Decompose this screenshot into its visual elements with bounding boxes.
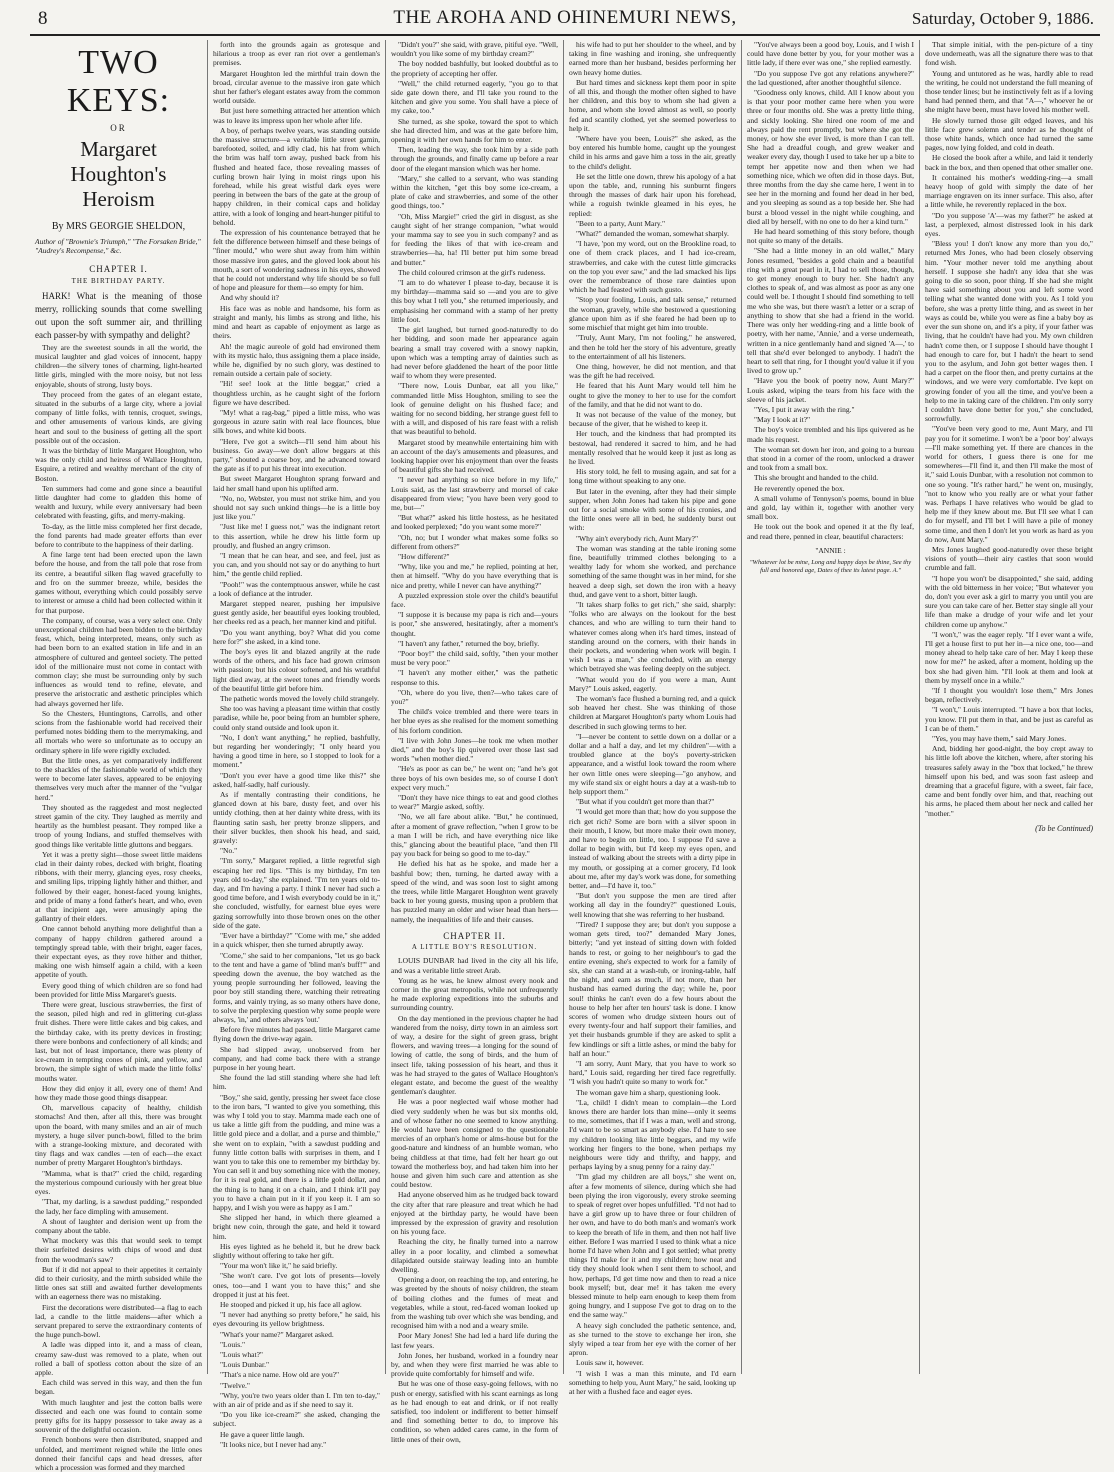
paragraph: The woman was standing at the table ironing some fine, beautifully trimmed clothes belonging to a wealthy lady for whom she worked, and perchance something of the same thought was in her mind, for she heaved a deep sigh, set down the iron with a heavy thud, and gave vent to a short, bitter laugh. bbox=[569, 543, 736, 599]
paragraph: Poor Mary Jones! She had led a hard life during the last few years. bbox=[391, 1331, 558, 1350]
paragraph: The child coloured crimson at the girl's rudeness. bbox=[398, 267, 546, 277]
paragraph: "I am to do whatever I please to-day, because it is my birthday—mamma said so —and you are to give this boy what I tell you," she returned imperiously, and emphasising her command with a stamp of her pretty little foot. bbox=[391, 278, 558, 324]
paragraph: "You've been very good to me, Aunt Mary, and I'll pay you for it sometime. I won't be a 'poor boy' always—I'll make something yet. If there are chances in the world for others, I guess there is one for me somewheres—I'll find it, and then I'll make the most of it," said Louis Dunbar, with a resolution not common to one so young. "It's rather hard," he went on, musingly, "not to know who you really are or what your father was. Perhaps I have relatives who would be glad to help me if they knew about me. But I'll see what I can do for myself, and I'll bet I will have a pile of money some time, and then I don't let you work as hard as you do now, Aunt Mary." bbox=[925, 424, 1093, 544]
paragraph: He set the little one down, threw his apology of a hat upon the table, and, running his sunburnt fingers through the masses of dark hair upon his forehead, while a roguish twinkle gleamed in his eyes, he replied: bbox=[569, 171, 736, 218]
paragraph: "No, I don't want anything," he replied, bashfully, but regarding her wonderingly; "I only heard you having a good time in here, so I stopped to look for a moment." bbox=[213, 732, 380, 770]
paragraph: "I won't," was the eager reply. "If I ever want a wife, I'll get a house first to put her in—a nice one, too—and money ahead to help take care of her. May I keep these now for me?" he asked, after a moment, holding up the box she had given him. "I'll look at them and look at them by myself once in a while." bbox=[925, 629, 1093, 685]
paragraph: First the decorations were distributed—a flag to each lad, a candle to the little maidens—after which a servant prepared to serve the extraordinary contents of the huge punch-bowl. bbox=[35, 1302, 202, 1340]
masthead bbox=[30, 6, 1100, 36]
column-3 bbox=[386, 40, 564, 1444]
paragraph: "Mamma, what is that?" cried the child, regarding the mysterious compound curiously with her great blue eyes. bbox=[35, 1168, 202, 1197]
paragraph: "Don't they have nice things to eat and good clothes to wear?" Margie asked, softly. bbox=[391, 793, 558, 812]
paragraph: The girl laughed, but turned good-naturedly to do her bidding, and soon made her appearance again bearing a small tray covered with a snowy napkin, upon which was a tempting array of dainties such as had never before gladdened the heart of the poor little waif to whom they were presented. bbox=[391, 325, 558, 381]
paragraph: The expression of his countenance betrayed that he felt the difference between himself and these beings of "finer mould," who were shut away from him within those massive iron gates, and the gloved look about his mouth, a sort of wondering sadness in his eyes, showed that he could not understand why life should be so full of hope and pleasure for them—so empty for him. bbox=[213, 228, 380, 293]
paragraph: "Why ain't everybody rich, Aunt Mary?" bbox=[576, 533, 699, 543]
paragraph: "I haven't any mother either," was the pathetic response to this. bbox=[391, 668, 558, 687]
paragraph: A heavy sigh concluded the pathetic sentence, and, as she turned to the stove to exchange her iron, she slyly wiped a tear from her eye with the corner of her apron. bbox=[569, 1320, 736, 1358]
paragraph: A puzzled expression stole over the child's beautiful face. bbox=[391, 590, 558, 609]
paragraph: "Pooh!" was the contemptuous answer, while he cast a look of defiance at the intruder. bbox=[213, 579, 380, 598]
paragraph: A fine large tent had been erected upon the lawn before the house, and from the tall pole that rose from its centre, a beautiful silken flag waved gracefully to and fro on the summer breeze, while, besides the games without, everything which could possibly serve to interest or amuse a child had been collected within it for that purpose. bbox=[35, 550, 202, 615]
paragraph: The boy's eyes lit and blazed angrily at the rude words of the others, and his face had grown crimson with passion; but his colour softened, and his wrathful light died away, at the sweet tones and friendly words of the beautiful little girl before him. bbox=[213, 647, 380, 693]
paragraph: his wife had to put her shoulder to the wheel, and by taking in fine washing and ironing, she unfrequently earned more than her husband, besides performing her own heavy home duties. bbox=[569, 40, 736, 77]
paragraph: The woman's face flushed a burning red, and a quick sob heaved her chest. She was thinking of those children at Margaret Houghton's party whom Louis had described in such glowing terms to her. bbox=[569, 694, 736, 731]
paragraph: "Come," she said to her companions, "let us go back to the tent and have a game of 'blind man's buff!'" and speeding down the avenue, the boy watched as the young people surrounding her followed, leaving the poor boy still standing there, watching their retreating forms, and vainly trying, as so many others have done, to solve the perplexing question why some people were always, 'in,' and others always 'out.' bbox=[213, 950, 380, 1024]
paragraph: "Been to a party, Aunt Mary." bbox=[576, 218, 666, 228]
paragraph: He was a poor neglected waif whose mother had died very suddenly when he was but six months old, and of whose father no one seemed to know anything. He would have been consigned to the questionable mercies of an orphan's home or alms-house but for the good-nature and kindness of an humble woman, who being childless at that time, had felt her heart go out toward the motherless boy, and had taken him into her house and given him such care and attention as she could bestow. bbox=[391, 1097, 558, 1190]
paragraph: One thing, however, he did not mention, and that was the gift he had received. bbox=[569, 361, 736, 381]
paragraph: "If I thought you wouldn't lose them," Mrs Jones began, reflectively. bbox=[925, 686, 1093, 705]
paragraph: "What would you do if you were a man, Aunt Mary?" Louis asked, eagerly. bbox=[569, 674, 736, 693]
paragraph: "It takes sharp folks to get rich," she said, sharply: "folks who are always on the lookout for the best chances, and who are willing to turn their hand to whatever comes along when it's hard times, instead of standing around on the corners, with their hands in their pockets, and wondering when work will begin. I wish I was a man," she concluded, with an energy which betrayed she was feeling deeply on the subject. bbox=[569, 599, 736, 674]
paragraph: And why should it? bbox=[220, 293, 279, 303]
paragraph: Every good thing of which children are so fond had been provided for little Miss Margaret's guests. bbox=[35, 980, 202, 999]
chapter-2-subtitle: A LITTLE BOY'S RESOLUTION. bbox=[411, 943, 538, 952]
paragraph: "Goodness only knows, child. All I know about you is that your poor mother came here when you were three or four months old. She was a pretty little thing, and sickly looking. She hired one room of me and always paid the rent promptly, but where she got the money, or how she ever lived, is more than I can tell. She had a dreadful cough, and grew weaker and weaker every day, though I used to take her up a bite to tempt her appetite now and then when we had something nice, which we often did in those days. But, three months from the day she came here, I went in to see her in the morning and found her dead in her bed, and you sleeping as sound as a top beside her. She had burst a blood vessel in the night while coughing, and died all by herself, with no one to do her a kind turn." bbox=[747, 88, 914, 226]
article-columns bbox=[30, 40, 1102, 1472]
paragraph: Her touch, and the kindness that had prompted its bestowal, had rendered it sacred to him, and he had mentally resolved that he would keep it just as long as he lived. bbox=[569, 429, 736, 466]
paragraph: "Oh, where do you live, then?—who takes care of you?" bbox=[391, 687, 558, 707]
paragraph: His eyes lighted as he beheld it, but he drew back slightly without offering to take her gift. bbox=[213, 1241, 380, 1260]
paragraph: She had slipped away, unobserved from her company, and had come back there with a strange purpose in her young heart. bbox=[213, 1044, 380, 1072]
paragraph: But sweet Margaret Houghton sprang forward and laid her small hand upon his uplifted arm. bbox=[213, 474, 380, 493]
paragraph: Margaret stepped nearer, pushing her impulsive guest gently aside, her beautiful eyes looking troubled, her cheeks red as a peach, her manner kind and pitiful. bbox=[213, 598, 380, 627]
paragraph: "I won't," Louis interrupted. "I have a box that locks, you know. I'll put them in that, and be just as careful as I can be of them." bbox=[925, 705, 1093, 733]
paragraph: That simple initial, with the pen-picture of a tiny dove underneath, was all the signature there was to that fond wish. bbox=[925, 40, 1093, 68]
column-2 bbox=[208, 40, 386, 1449]
paragraph: "Truly, Aunt Mary, I'm not fooling," he answered, and then he told her the story of his adventure, greatly to the entertainment of all his listeners. bbox=[569, 333, 736, 361]
paragraph: forth into the grounds again as grotesque and hilarious a troop as ever ran riot over a gentleman's premises. bbox=[213, 40, 380, 68]
paragraph: "Why, like you and me," he replied, pointing at her, then at himself. "Why do you have everything that is nice and pretty, while I never can have anything?" bbox=[391, 562, 558, 590]
author-note: Author of "Brownie's Triumph," "The Forsaken Bride," "Audrey's Recompense," &c. bbox=[35, 237, 201, 256]
paragraph: Yet it was a pretty sight—those sweet little maidens clad in their dainty robes, decked with bright, floating ribbons, with their merry, glancing eyes, rosy cheeks, and smiling lips, tripping lightly hither and thither, and followed by their eager, honest-faced young knights, and pride of many a fond father's heart, and who, even at that incipient age, were amusingly aping the gallantry of their elders. bbox=[35, 849, 202, 924]
paragraph: His story told, he fell to musing again, and sat for a long time without speaking to any one. bbox=[569, 467, 736, 486]
paragraph: "That's a nice name. How old are you?" bbox=[220, 1370, 340, 1380]
paragraph: What mockery was this that would seek to tempt their surfeited desires with chips of wood and dust from the woodman's saw? bbox=[35, 1236, 202, 1264]
paragraph: But just here something attracted her attention which was to leave its impress upon her whole after life. bbox=[213, 106, 380, 125]
paragraph: Young as he was, he knew almost every nook and corner in the great metropolis, while not unfrequently he made exploring expeditions into the suburbs and surrounding country. bbox=[391, 975, 558, 1013]
paragraph: "I never had anything so pretty before," he said, his eyes devouring its yellow brightness. bbox=[213, 1310, 380, 1329]
paragraph: His face was as noble and handsome, his form as straight and manly, his limbs as strong and lithe, his mind and heart as capable of enjoyment as large as theirs. bbox=[213, 303, 380, 341]
paragraph: A shout of laughter and derision went up from the company about the table. bbox=[35, 1216, 202, 1235]
paragraph: "Well," the child returned eagerly, "you go to that side gate down there, and I'll take you round to the kitchen and give you some. You shall have a piece of my cake, too." bbox=[391, 78, 558, 116]
paragraph: To-day, as the little miss completed her first decade, the fond parents had made greater efforts than ever before to contribute to the happiness of their darling. bbox=[35, 521, 202, 550]
to-be-continued: (To be Continued) bbox=[1035, 823, 1093, 833]
page-number: 8 bbox=[38, 8, 48, 29]
paragraph: She turned, as she spoke, toward the spot to which she had directed him, and was at the gate before him, opening it with her own hands for him to enter. bbox=[391, 116, 558, 145]
paragraph: The child's voice trembled and there were tears in her blue eyes as she realised for the moment something of his forlorn condition. bbox=[391, 707, 558, 735]
paragraph: "Mary," she called to a servant, who was standing within the kitchen, "get this boy some ice-cream, a plate of cake and strawberries, and some of the other good things, too." bbox=[391, 173, 558, 211]
paragraph: He reverently opened the box. bbox=[754, 483, 845, 493]
column-4-body bbox=[569, 40, 736, 1396]
paragraph: Margaret Houghton led the mirthful train down the broad, circular avenue to the massive iron gate which shut her father's elegant estates away from the common world outside. bbox=[213, 68, 380, 106]
column-1 bbox=[30, 40, 208, 1472]
paragraph: "My! what a rag-bag," piped a little miss, who was gorgeous in azure satin with real lace flounces, blue silk bows, and white kid boots. bbox=[213, 407, 380, 436]
column-6 bbox=[920, 40, 1098, 1374]
paragraph: The woman gave him a sharp, questioning look. bbox=[576, 1087, 721, 1097]
paragraph: "Do you want anything, boy? What did you come here for?" she asked, in a kind tone. bbox=[213, 627, 380, 646]
paragraph: John Jones, her husband, worked in a foundry near by, and when they were first married he was able to provide quite comfortably for himself and wife. bbox=[391, 1350, 558, 1379]
paragraph: "Oh, no; but I wonder what makes some folks so different from others?" bbox=[391, 532, 558, 551]
paragraph: "Where have you been, Louis?" she asked, as the boy entered his humble home, caught up the youngest child in his arms and gave him a toss in the air, greatly to the child's delight. bbox=[569, 134, 736, 171]
paragraph: "La, child! I didn't mean to complain—the Lord knows there are harder lots than mine—only it seems to me, sometimes, that if I was a man, well and strong, I'd want to be so smart as anybody else. I'd hate to see my children looking like little beggars, and my wife working her fingers to the bone, when perhaps my neighbours were tidy and thrifty, and happy, and perhaps laying by a snug penny for a rainy day." bbox=[569, 1097, 736, 1172]
paragraph: "You've always been a good boy, Louis, and I wish I could have done better by you, for your mother was a little lady, if there ever was one," she replied earnestly. bbox=[747, 40, 914, 68]
paragraph: "I—never be content to settle down on a dollar or a dollar and a half a day, and let my children"—with a troubled glance at the boy's poverty-stricken appearance, and a wistful look toward the room where her own little ones were sleeping—"go anyhow, and my wife stand six or eight hours a day at a wash-tub to help support them." bbox=[569, 731, 736, 797]
paragraph: French bonbons were then distributed, snapped and unfolded, and merriment reigned while the little ones donned their fanciful caps and head dresses, after which a procession was formed and they marched bbox=[35, 1435, 202, 1472]
paragraph: She too was having a pleasant time within that costly paradise, while he, poor being from an humbler sphere, could only stand outside and look upon it. bbox=[213, 704, 380, 732]
story-headline bbox=[35, 44, 202, 255]
paragraph: Ah! the magic aureole of gold had environed them with its mystic halo, thus assigning them a place inside, while he, dignified by no such glory, was destined to remain outside a certain pale of society. bbox=[213, 341, 380, 379]
paragraph: The woman set down her iron, and going to a bureau that stood in a corner of the room, unlocked a drawer and took from a small box. bbox=[747, 444, 914, 473]
paragraph: They shouted as the raggedest and most neglected street gamin of the city. They laughed as merrily and heartily as the humblest peasant. They romped like a troop of young Indians, and stuffed themselves with good things like veritable little gluttons and beggars. bbox=[35, 802, 202, 849]
paragraph: But later in the evening, after they had their simple supper, when John Jones had taken his pipe and gone out for a social smoke with some of his cronies, and the little ones were all in bed, he suddenly burst out with: bbox=[569, 486, 736, 533]
column-2-body bbox=[213, 40, 380, 1449]
paragraph: He gave a queer little laugh. bbox=[220, 1429, 305, 1439]
newspaper-title: THE AROHA AND OHINEMURI NEWS, bbox=[393, 7, 737, 28]
paragraph: This she brought and handed to the child. bbox=[754, 473, 879, 483]
chapter-1-subtitle: THE BIRTHDAY PARTY. bbox=[71, 276, 166, 285]
paragraph: He took out the book and opened it at the fly leaf, and read there, penned in clear, beautiful characters: bbox=[747, 522, 914, 541]
paragraph: "But don't you suppose the men are tired after working all day in the foundry?" questioned Louis, well knowing that she was referring to her husband. bbox=[569, 891, 736, 919]
paragraph: "I am sorry, Aunt Mary, that you have to work so hard," Louis said, regarding her tired face regretfully. "I wish you hadn't quite so many to work for." bbox=[569, 1058, 736, 1087]
paragraph: "I hope you won't be disappointed," she said, adding with the old bitterness in her voice; "But whatever you do, don't you ever ask a girl to marry you until you are sure you can take care of her. Better stay single all your life than make a drudge of your wife and let your children come up anyhow." bbox=[925, 573, 1093, 629]
paragraph: "Stop your fooling, Louis, and talk sense," returned the woman, gravely, while she bestowed a questioning glance upon him as if she feared he had been up to some mischief that might get him into trouble. bbox=[569, 295, 736, 333]
paragraph: "How different?" bbox=[398, 551, 450, 561]
paragraph: Louis saw it, however. bbox=[576, 1358, 644, 1368]
paragraph: They are the sweetest sounds in all the world, the musical laughter and glad voices of innocent, happy children—the silvery tones of charming, light-hearted little girls, mingled with the more noisy, but not less enjoyable, shouts of strong, lusty boys. bbox=[35, 342, 202, 389]
paragraph: "Oh, Miss Margie!" cried the girl in disgust, as she caught sight of her strange companion, "what would your mamma say to see you in such company? and as for feeding the likes of that with ice-cream and strawberries—ha, ha! I'll better put him some bread and butter." bbox=[391, 211, 558, 267]
paragraph: "But what if you couldn't get more than that?" bbox=[576, 797, 715, 807]
paragraph: A boy, of perhaps twelve years, was standing outside the massive structure—a veritable little street gamin, barefooted, soiled, and idly clad, his hat from which the brim was half torn away, pushed back from his flushed and heated face, those revealing masses of curling brown hair lying in moist rings upon his forehead, while his great wistful dark eyes were peering in between the bars of the gate at the group of happy children, in their comical caps and holiday attire, with a look of longing and heart-hunger pitiful to behold. bbox=[213, 125, 380, 227]
paragraph: Ten summers had come and gone since a beautiful little daughter had come to gladden this home of wealth and luxury, while every anniversary had been celebrated with feasting, gifts, and merry-making. bbox=[35, 483, 202, 521]
paragraph: "Yes, I put it away with the ring." bbox=[754, 404, 855, 414]
paragraph: "I suppose it is because my papa is rich and—yours is poor," she answered, hesitatingly, after a moment's thought. bbox=[391, 610, 558, 638]
paragraph: "Bless you! I don't know any more than you do," returned Mrs Jones, who had been closely observing him. "Your mother never told me anything about herself. I suppose she hadn't any idea that she was going to die so soon, poor thing. If she had she might have said something about you and left some word telling what she wanted done with you. As I told you before, she was a pretty little thing, and as sweet in her ways as could be, while you were as fine a baby boy as ever the sun shone on, and it's a pity, if your father was living, that he couldn't have had you. My own children hadn't come then, or I suppose I should have thought I had enough to care for, but I hadn't the heart to send you to the asylum, and John got better wages then. I had a carpet on the floor then, and pretty curtains at the windows, and we were very comfortable. I've kept on growing fonder of you all the time, and you've been a help to me in taking care of the children. I'm only sorry I couldn't have done better for you," she concluded, sorrowfully. bbox=[925, 239, 1093, 424]
paragraph: "There now, Louis Dunbar, eat all you like," commanded little Miss Houghton, smiling to see the look of genuine delight on his flushed face; and waiting for no second bidding, her strange guest fell to with a will, and disposed of his rare feast with a relish that was beautiful to behold. bbox=[391, 381, 558, 437]
paragraph: HARK! What is the meaning of those merry, rollicking sounds that come swelling out upon the soft summer air, and thrilling each passer-by with sympathy and delight? bbox=[35, 290, 202, 340]
paragraph: A small volume of Tennyson's poems, bound in blue and gold, lay within it, together with another very small box. bbox=[747, 493, 914, 522]
paragraph: It was the birthday of little Margaret Houghton, who was the only child and heiress of Wallace Houghton, Esquire, a retired and wealthy merchant of the city of Boston. bbox=[35, 446, 202, 483]
paragraph: "Louis what?" bbox=[220, 1350, 263, 1360]
paragraph: On the day mentioned in the previous chapter he had wandered from the noisy, dirty town in an aimless sort of way, a desire for the sight of green grass, bright flowers, and waving trees—a longing for the sound of lowing of cattle, the song of birds, and the hum of insect life, taking possession of his heart, and thus it was he had strayed to the gates of Wallace Houghton's elegant estate, and become the guest of the wealthy gentleman's daughter. bbox=[391, 1013, 558, 1097]
paragraph: It was not because of the value of the money, but because of the giver, that he wished to keep it. bbox=[569, 409, 736, 429]
paragraph: "I mean that he can hear, and see, and feel, just as you can, and you should not say or do anything to hurt him," the gentle child replied. bbox=[213, 550, 380, 579]
paragraph: "Do you suppose I've got any relations anywhere?" the lad questioned, after another thoughtful silence. bbox=[747, 68, 914, 87]
poem-title: "ANNIE : bbox=[815, 545, 846, 555]
paragraph: "It looks nice, but I never had any." bbox=[220, 1439, 327, 1449]
paragraph: The pathetic words moved the lovely child strangely. bbox=[220, 694, 380, 704]
paragraph: "I never had anything so nice before in my life," Louis said, as the last strawberry and morsel of cake disappeared from view; "you have been very good to me, but—" bbox=[391, 475, 558, 512]
paragraph: He stooped and picked it up, his face all aglow. bbox=[220, 1300, 362, 1310]
column-5-body bbox=[747, 40, 914, 575]
paragraph: As if mentally contrasting their conditions, he glanced down at his bare, dusty feet, and over his untidy clothing, then at her dainty white dress, with its flaunting satin sash, her pretty bronze slippers, and their silver buckles, then shook his head, and said, gravely: bbox=[213, 790, 380, 846]
paragraph: But hard times and sickness kept them poor in spite of all this, and though the mother often sighed to have her children, and this boy to whom she had given a home, and whom she loved almost as well, so poorly fed and scantily clothed, yet she seemed powerless to help it. bbox=[569, 77, 736, 133]
paragraph: "She won't care. I've got lots of presents—lovely ones, too—and I want you to have this;" and she dropped it just at his feet. bbox=[213, 1271, 380, 1299]
story-author: By MRS GEORGIE SHELDON, bbox=[51, 221, 186, 233]
paragraph: "Didn't you?" she said, with grave, pitiful eye. "Well, wouldn't you like some of my birthday cream?" bbox=[391, 40, 558, 59]
paragraph: "That, my darling, is a sawdust pudding," responded the lady, her face dimpling with amusement. bbox=[35, 1197, 202, 1216]
paragraph: "I would get more than that; how do you suppose the rich get rich? Some are born with a silver spoon in their mouth, I know, but more make their own money, and have to begin on little, too. I suppose I'd save a dollar to begin with, but I'd keep my eyes open, and instead of walking about the streets with a dirty pipe in my mouth, or gossiping at a corner grocery, I'd look about me, after my day's work was done, for something better, and—I'd have it, too." bbox=[569, 807, 736, 891]
paragraph: "What?" demanded the woman, somewhat sharply. bbox=[576, 229, 729, 239]
paragraph: "Twelve." bbox=[220, 1380, 250, 1390]
chapter-1-title: CHAPTER I. bbox=[89, 264, 148, 275]
paragraph: "I haven't any father," returned the boy, briefly. bbox=[398, 638, 540, 648]
paragraph: There were great, luscious strawberries, the first of the season, piled high and red in glittering cut-glass fruit dishes. There were little cakes and big cakes, and the birthday cake, with its pretty devices in frosting; there were bonbons and confectionery of all kinds; and last, but not of least importance, there was plenty of ice-cream in tempting cones of pink, and yellow, and brown, the simple sight of which made the little folks' mouths water. bbox=[35, 1000, 202, 1083]
paragraph: Then, leading the way, she took him by a side path through the grounds, and finally came up before a rear door of the elegant mansion which was her home. bbox=[391, 145, 558, 173]
paragraph: "Don't you ever have a good time like this?" she asked, half-sadly, half curiously. bbox=[213, 770, 380, 789]
story-or: OR bbox=[110, 123, 127, 133]
column-4 bbox=[564, 40, 742, 1397]
paragraph: And, bidding her good-night, the boy crept away to his little loft above the kitchen, where, after storing his treasures safely away in the "box that locked," he threw himself upon his bed, and was soon fast asleep and dreaming that a graceful figure, with a sweet, fair face, came and bent fondly over him, and that, reaching out his arms, he placed them about her neck and called her "mother." bbox=[925, 744, 1093, 818]
column-3-body bbox=[391, 40, 558, 1444]
story-subtitle: Margaret Houghton's Heroism bbox=[70, 137, 167, 212]
column-1-body bbox=[35, 290, 202, 1472]
paragraph: A ladle was dipped into it, and a mass of clean, creamy saw-dust was removed to a plate, when out rolled a ball of spotless cotton about the size of an apple. bbox=[35, 1340, 202, 1377]
paragraph: "No." bbox=[220, 846, 238, 856]
paragraph: But the little ones, as yet comparatively indifferent to the shackles of the fashionable world of which they were to become later slaves, appeared to be enjoying themselves very much after the manner of the "vulgar herd." bbox=[35, 755, 202, 802]
paragraph: "I have, 'pon my word, out on the Brookline road, to one of them crack places, and I had ice-cream, strawberries, and cake with the cutest little gimcracks on the top you ever saw," and the lad smacked his lips over the remembrance of those rare dainties upon which he had feasted with such gusto. bbox=[569, 239, 736, 295]
paragraph: "Louis Dunbar." bbox=[220, 1360, 270, 1370]
paragraph: He feared that his Aunt Mary would tell him he ought to give the money to her to use for the comfort of the family, and that he did not want to do. bbox=[569, 381, 736, 409]
chapter-2-title: CHAPTER II. bbox=[443, 930, 506, 941]
paragraph: Mrs Jones laughed good-naturedly over these bright visions of youth—their airy castles that soon would crumble and fall. bbox=[925, 544, 1093, 573]
paragraph: "No, we all fare about alike. "But," he continued, after a moment of grave reflection, "when I grow to be a man I will be rich, and have everything nice like this," glancing about the beautiful place, "and then I'll pay you back for being so good to me to-day." bbox=[391, 812, 558, 859]
paragraph: Had anyone observed him as he trudged back toward the city after that rare pleasure and treat which he had enjoyed at the birthday party, he would have been impressed by the expression of gravity and resolution on his young face. bbox=[391, 1190, 558, 1237]
paragraph: He closed the book after a while, and laid it tenderly back in the box, and then opened that other smaller one. bbox=[925, 153, 1093, 172]
paragraph: "Here, I've got a switch—I'll send him about his business. Go away—we don't allow beggars at this party," shouted a coarse boy, and he advanced toward the gate as if to put his threat into execution. bbox=[213, 436, 380, 474]
paragraph: Each child was served in this way, and then the fun began. bbox=[35, 1378, 202, 1397]
paragraph: He had heard something of this story before, though not quite so many of the details. bbox=[747, 227, 914, 246]
paragraph: "Do you suppose 'A'—was my father?" he asked at last, a perplexed, almost distressed look in his dark eyes. bbox=[925, 210, 1093, 239]
paragraph: "Ever have a birthday?" "Come with me," she added in a quick whisper, then she turned abruptly away. bbox=[213, 931, 380, 950]
paragraph: "Yes, you may have them," said Mary Jones. bbox=[932, 734, 1067, 744]
paragraph: But he was one of those easy-going fellows, with no push or energy, satisfied with his scant earnings as long as he had enough to eat and drink, or if not really satisfied, too indolent or indifferent to better himself and find something better to do, to improve his condition, so when added cares came, in the form of little ones of their own, bbox=[391, 1379, 558, 1444]
paragraph: "No, no, Webster, you must not strike him, and you should not say such unkind things—he is a little boy just like you." bbox=[213, 493, 380, 522]
paragraph: One cannot behold anything more delightful than a company of happy children gathered around a temptingly spread table, with their bright, eager faces, their expectant eyes, as they rove hither and thither, making one wish himself again a child, with a keen appetite of youth. bbox=[35, 924, 202, 980]
column-6-body bbox=[925, 40, 1093, 818]
paragraph: With much laughter and jest the cotton balls were dissected and each one was found to contain some pretty gifts for its happy possessor to take away as a souvenir of the delightful occasion. bbox=[35, 1397, 202, 1435]
paragraph: "I'm glad my children are all boys," she went on, after a few moments of silence, during which she had been plying the iron vigorously, every stroke seeming to speak of regret over hopes unfulfilled. "I'd not had to have a girl grow up to have three or four children of her own, and have to do both man's and woman's work to keep the breath of life in them, and then not half live either. Before I was married I used to think what a nice home I'd have when John and I got settled; what pretty things I'd make for it and my children; how neat and tidy they should look when I sent them to school, and how, perhaps, I'd get time now and then to read a nice book myself; but, dear me! it has taken me every blessed minute to help earn enough to keep them from going hungry, and I suppose I've got to drag on to the end the same way." bbox=[569, 1172, 736, 1320]
paragraph: She found the lad still standing where she had left him. bbox=[213, 1073, 380, 1092]
paragraph: Oh, marvellous capacity of healthy, childish stomachs! And then, after all this, there was brought upon the board, with many smiles and an air of much mystery, a huge silver punch-bowl, filled to the brim with a strange-looking mixture, and decorated with tiny flags and wax candles —ten of each—the exact number of pretty Margaret Houghton's birthdays. bbox=[35, 1103, 202, 1168]
paragraph: So the Chesters, Huntingtons, Carrolls, and other scions from the fashionable world had received their perfumed notes bidding them to the merrymaking, and all mortals who were so unfortunate as to occupy an ordinary sphere in life were rigidly excluded. bbox=[35, 708, 202, 755]
paragraph: How they did enjoy it all, every one of them! And how they made those good things disappear. bbox=[35, 1083, 202, 1103]
paragraph: "Your ma won't like it," he said briefly. bbox=[220, 1261, 338, 1271]
paragraph: The boy nodded bashfully, but looked doubtful as to the propriety of accepting her offer. bbox=[391, 59, 558, 78]
paragraph: "What's your name?" Margaret asked. bbox=[220, 1329, 334, 1339]
paragraph: "Do you like ice-cream?" she asked, changing the subject. bbox=[213, 1410, 380, 1429]
paragraph: "I live with John Jones—he took me when mother died," and the boy's lip quivered over those last sad words "when mother died." bbox=[391, 735, 558, 764]
paragraph: "I'm sorry," Margaret replied, a little regretful sigh escaping her red lips. "This is my birthday, I'm ten years old to-day," she explained. "I'm ten years old to-day, and I'm having a party. I think I never had such a good time before, and I wish everybody could be in it," she concluded, wistfully, for earnest blue eyes were gazing sorrowfully into those brown ones on the other side of the gate. bbox=[213, 856, 380, 930]
paragraph: "Tired? I suppose they are; but don't you suppose a woman gets tired, too?" demanded Mary Jones, bitterly; "and yet instead of sitting down with folded hands to rest, or going to her neighbour's to gad the entire evening, she's expected to work for a family of six, she can stand at a wash-tub, or ironing-table, half the night, and earn as much, if not more, than her husband has earned during the day; while he, poor soul! thinks he can't even do a few hours about the house to help her after ten hours' task is done. I know scores of women who drudge sixteen hours out of every twenty-four and half support their families, and yet their husbands grumble if they are asked to split a few kindlings or sift a little ashes, or mind the baby for half an hour." bbox=[569, 919, 736, 1058]
paragraph: "Just like me! I guess not," was the indignant retort to this assertion, while he drew his little form up proudly, and flushed an angry crimson. bbox=[213, 522, 380, 550]
paragraph: "Poor boy!" the child said, softly, "then your mother must be very poor." bbox=[391, 649, 558, 668]
paragraph: Margaret stood by meanwhile entertaining him with an account of the day's amusements and pleasures, and looking happier over his enjoyment than over the feasts of beautiful gifts she had received. bbox=[391, 437, 558, 475]
paragraph: The boy's voice trembled and his lips quivered as he made his request. bbox=[747, 425, 914, 444]
paragraph: He defied his hat as he spoke, and made her a bashful bow; then, turning, he darted away with a speed of the wind, and was soon lost to sight among the trees, while little Margaret Houghton went gravely back to her young guests, musing upon a problem that has puzzled many an older and wiser head than hers—namely, the inequalities of life and their causes. bbox=[391, 859, 558, 924]
paragraph: The company, of course, was a very select one. Only unexceptional children had been bidden to the birthday feast, which, being interpreted, means, only such as had been born to an exalted station in life and in an atmosphere of cultured and genteel society. The petted idol of the millionaire must not come in contact with common clay; she must be surrounding only by such influences as would tend to refine, elevate, and preserve the aristocratic and æsthetic principles which had always governed her life. bbox=[35, 615, 202, 708]
paragraph: "Why, you're two years older than I. I'm ten to-day," with an air of pride and as if she need to say it. bbox=[213, 1390, 380, 1410]
story-title: TWO KEYS: bbox=[66, 44, 171, 119]
paragraph: "May I look at it?" bbox=[754, 415, 811, 425]
paragraph: He slowly turned those gilt edged leaves, and his little face grew solemn and tender as he thought of those white hands, which once had turned the same pages, now lying folded, and cold in death. bbox=[925, 115, 1093, 153]
paragraph: "But what?" asked his little hostess, as he hesitated and looked perplexed; "do you want some more?" bbox=[391, 513, 558, 532]
poem-lines: "Whatever lot be mine, Long and happy days be thine, See thy full and honored age, Dates of thee its latest page. A." bbox=[749, 558, 912, 574]
paragraph: "I wish I was a man this minute, and I'd earn something to help you, Aunt Mary," he said, looking up at her with a flushed face and eager eyes. bbox=[569, 1368, 736, 1397]
paragraph: "She had a little money in an old wallet," Mary Jones resumed, "besides a gold chain and a beautiful ring with a great pearl in it, I had to sell those, though, to get money enough to bury her. She hadn't any clothes to speak of, and was almost as poor as any one could well be. I thought I should find something to tell me who she was, but there wasn't a letter or a scrap of anything to show that she had a friend in the world. There was only her wedding-ring and a little book of poetry, with her name, 'Annie,' and a verse underneath, written in a nice gentlemanly hand and signed 'A—,' to tell that she'd ever belonged to anybody. I hadn't the heart to sell that ring, for I thought you'd value it if you lived to grow up." bbox=[747, 246, 914, 376]
paragraph: LOUIS DUNBAR had lived in the city all his life, and was a veritable little street Arab. bbox=[391, 956, 558, 975]
paragraph: "Louis." bbox=[220, 1339, 246, 1349]
paragraph: Young and untutored as he was, hardly able to read the writing, he could not understand the full meaning of those tender lines; but he instinctively felt as if a loving hand had penned them, and that "A—," whoever he or she might have been, must have loved his mother well. bbox=[925, 68, 1093, 115]
paragraph: "Hi! see! look at the little beggar," cried a thoughtless urchin, as he caught sight of the forlorn figure we have described. bbox=[213, 379, 380, 407]
paragraph: "He's as poor as can be," he went on; "and he's got three boys of his own besides me, so of course I don't expect very much." bbox=[391, 764, 558, 792]
paragraph: But if it did not appeal to their appetites it certainly did to their curiosity, and the mirth subsided while the little ones sat still and awaited further developments with an eagerness there was no mistaking. bbox=[35, 1264, 202, 1302]
paragraph: She slipped her hand, in which there gleamed a bright new coin, through the gate, and held it toward him. bbox=[213, 1213, 380, 1241]
issue-date: Saturday, October 9, 1886. bbox=[911, 9, 1094, 28]
paragraph: They proceed from the gates of an elegant estate, situated in the suburbs of a large city, where a jovial company of little folks, with tennis, croquet, swings, and other amusements of various kinds, are giving heart and soul to the business of getting all the sport possible out of the occasion. bbox=[35, 389, 202, 445]
column-5 bbox=[742, 40, 920, 1374]
paragraph: It contained his mother's wedding-ring—a small heavy hoop of gold with simply the date of her marriage engraven on its inner surface. This also, after a little while, he reverently replaced in the box. bbox=[925, 172, 1093, 210]
paragraph: Opening a door, on reaching the top, and entering, he was greeted by the shouts of noisy children, the steam of boiling clothes and the fumes of meat and vegetables, while a stout, red-faced woman looked up from the washing tub over which she was bending, and recognised him with a nod and a weary smile. bbox=[391, 1275, 558, 1331]
paragraph: Reaching the city, he finally turned into a narrow alley in a poor locality, and climbed a somewhat dilapidated outside stairway leading into an humble dwelling. bbox=[391, 1237, 558, 1274]
paragraph: "Boy," she said, gently, pressing her sweet face close to the iron bars, "I wanted to give you something, this was why I told you to stay. Mamma made each one of us take a little gift from the pudding, and mine was a little gold piece and a dollar, and a purse and thimble," she went on to explain, "with a sawdust pudding and funny little cotton balls with surprises in them, and I want you to take this one to remember my birthday by. You can sell it and buy something nice with the money, for it is real gold, and there is a little gold dollar, and the thing is to hang it on a chain, and I think it'll pay you to have a chain put in it if you keep it. I am so happy, and I wish you were as happy as I am." bbox=[213, 1092, 380, 1212]
paragraph: "Have you the book of poetry now, Aunt Mary?" Louis asked, wiping the tears from his face with the sleeve of his jacket. bbox=[747, 376, 914, 404]
paragraph: Before five minutes had passed, little Margaret came flying down the drive-way again. bbox=[213, 1025, 380, 1044]
